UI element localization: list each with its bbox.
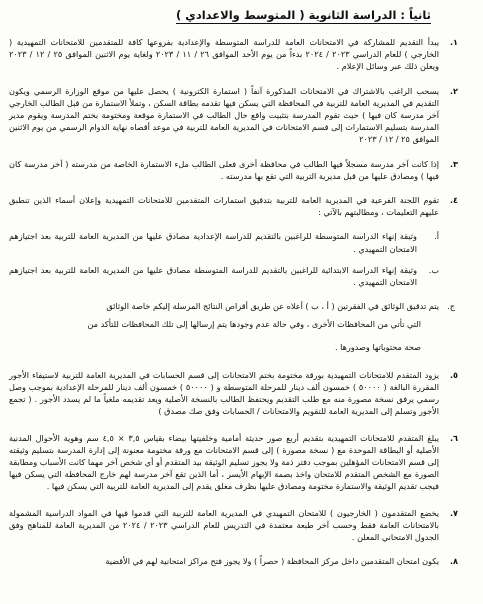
paragraph-number: ٧. xyxy=(449,507,458,518)
paragraph-number: ٥. xyxy=(449,369,458,380)
subitem-text: وثيقة إنهاء الدراسة الابتدائية للراغبين بالتقديم للدراسة المتوسطة مصادق عليها من المديرية العامة للتربية بعد اجتيازهم الامتحان التمهيدي . xyxy=(9,264,417,288)
paragraph-number: ٢. xyxy=(449,85,458,96)
paragraph-7 xyxy=(9,507,461,544)
document-body xyxy=(9,36,461,582)
note-line-1: يتم تدقيق الوثائق في الفقرتين ( أ ، ب ) أعلاه عن طريق أقراص النتائج المرسلة إليكم خاصة الوثائق xyxy=(106,301,439,312)
note-mark: ج. xyxy=(447,301,455,312)
paragraph-8 xyxy=(9,555,461,567)
subitem-a xyxy=(9,230,461,254)
paragraph-text: يزود المتقدم للامتحانات التمهيدية بورقة مختومة بختم الامتحانات إلى قسم الحسابات في المديرية العامة للتربية لاستيفاء الأجور المقررة البالغة ( ٥٠٠٠٠ ) خمسون ألف دينار للمرحلة المتوسطة و ( ٥٠٠٠٠ ) خمسون ألف دينار للمرحلة الإعدادية بموجب وصل رسمي يرفق نسخة مصورة منه مع طلب التقديم ويحتفظ الطالب بالنسخة الأصلية ويعد تقديمه ملغياً ما لم يسدد الأجور . ( تجمع الأجور وتسلم إلى المديرية العامة للتقويم والامتحانات / الحسابات وفق صك مصدق ) xyxy=(9,369,439,417)
paragraph-6 xyxy=(9,432,461,493)
note-c xyxy=(9,300,461,312)
paragraph-text: يسحب الراغب بالاشتراك في الامتحانات المذكورة آنفاً ( استمارة الكترونية ) يحصل عليها من موقع الوزارة الرسمي ويكون التقديم في المديرية العامة للتربية في المحافظة التي يسكن فيها تقدمه بطاقة السكن ، وتملأ الاستمارة من قبل الطالب الخارجي آخر مدرسة كان فيها ) حيث تقوم المدرسة بتثبيت واقع حال الطالب في الاستمارة موقعة ومختومة بختم المدرسة ويقوم مدير المدرسة بتسليم الاستمارات إلى قسم الامتحانات في المديرية العامة للتربية في موعد أقصاه نهاية الدوام الرسمي من يوم الاثنين الموافق ٢٥ / ١٢ / ٢٠٢٣ xyxy=(9,85,439,145)
note-line-2: التي تأتي من المحافظات الأخرى ، وفي حالة عدم وجودها يتم إرسالها إلى تلك المحافظات للتأكد من xyxy=(87,319,421,330)
paragraph-text: يخضع المتقدمون ( الخارجيون ) للامتحان التمهيدي في المديرية العامة للتربية التي قدموا فيها في المواد الدراسية المشمولة بالامتحانات العامة فقط وحسب آخر طبعة معتمدة في التدريس للعام الدراسي ٢٠٢٣ / ٢٠٢٤ من المديرية العامة للمناهج وفق الجدول الامتحاني المعلن . xyxy=(9,507,439,543)
paragraph-1 xyxy=(9,36,461,73)
paragraph-number: ٣. xyxy=(449,158,458,169)
paragraph-number: ٦. xyxy=(449,432,458,443)
subitem-mark: ب. xyxy=(428,264,439,275)
paragraph-text: يبلغ المتقدم للامتحانات التمهيدية بتقديم أربع صور حديثة أمامية وخلفيتها بيضاء بقياس ٣,٥ × ٤,٥ سم وهوية الأحوال المدنية الأصلية أو البطاقة الموحدة مع ( نسخة مصورة ) إلى قسم الامتحانات مع ورقة مختومة معنونة إلى إدارة المدرسة بتسليم وثيقته إلى قسم الامتحانات المؤهلين بموجب دفتر ذمة ولا يجوز تسليم الوثيقة بيد المتقدم أو أي شخص آخر مهما كانت الأسباب ومطابقة الصورة مع الشخص المتقدم للامتحان واخذ بصمة الإبهام الأيسر ، أما الذين تقع آخر مدرسة لهم خارج المحافظة التي يسكن فيها فيجب تقديم الوثيقة والاستمارة مختومة ومصادق عليها بظرف مغلق يقدم إلى المديرية العامة للتربية التي يسكن فيها . xyxy=(9,432,439,492)
subitem-text: وثيقة إنهاء الدراسة المتوسطة للراغبين بالتقديم للدراسة الإعدادية مصادق عليها من المديرية العامة للتربية بعد اجتيازهم الامتحان التمهيدي . xyxy=(9,231,417,254)
paragraph-text: إذا كانت آخر مدرسة مسجلاً فيها الطالب في محافظة أخرى فعلى الطالب ملء الاستمارة الخاصة من مدرسته ( آخر مدرسة كان فيها ) ومصادق عليها من قبل مديرية التربية التي تقع بها مدرسته . xyxy=(9,158,439,181)
paragraph-text: يكون امتحان المتقدمين داخل مركز المحافظة ( حصراً ) ولا يجوز فتح مراكز امتحانية لهم في الأقضية xyxy=(105,556,439,567)
paragraph-2 xyxy=(9,85,461,146)
paragraph-number: ١. xyxy=(449,37,458,47)
paragraph-3 xyxy=(9,158,461,182)
paragraph-4 xyxy=(9,194,461,218)
paragraph-5 xyxy=(9,369,461,418)
subitem-b xyxy=(9,264,461,288)
paragraph-number: ٤. xyxy=(449,195,458,206)
section-heading: ثانياً : الدراسة الثانوية ( المتوسط والاعدادي ) xyxy=(176,8,431,22)
note-line-3: صحة محتوياتها وصدورها . xyxy=(335,341,421,352)
paragraph-text: يبدأ التقديم للمشاركة في الامتحانات العامة للدراسة المتوسطة والإعدادية بفروعها كافة للمتقدمين للامتحانات التمهيدية ( الخارجي ) للعام الدراسي ٢٠٢٣ / ٢٠٢٤ بدءاً من يوم الأحد الموافق ٢٦ / ١١ / ٢٠٢٣ ولغاية يوم الاثنين الموافق ٢٥ / ١٢ / ٢٠٢٣ ويعلن ذلك عبر وسائل الإعلام . xyxy=(9,37,440,72)
paragraph-text: تقوم اللجنة الفرعية في المديرية العامة للتربية بتدقيق استمارات المتقدمين للامتحانات التمهيدية وإعلان أسماء الذين تنطبق عليهم التعليمات ، ومطالبتهم بالآتي : xyxy=(9,195,439,218)
paragraph-number: ٨. xyxy=(449,556,458,567)
subitem-mark: أ. xyxy=(434,231,439,242)
